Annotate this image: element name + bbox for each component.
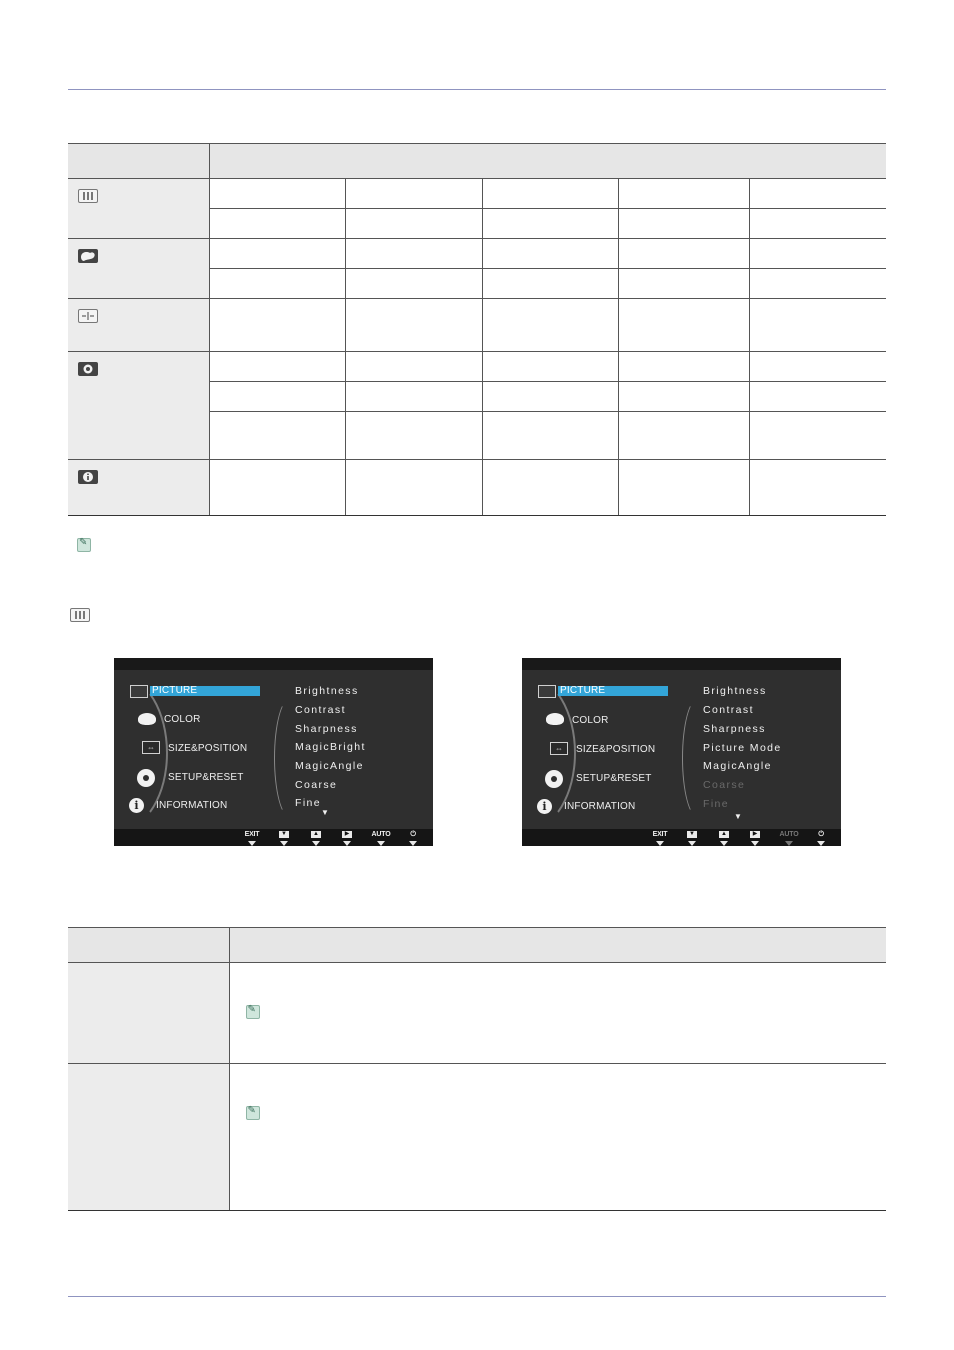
table-cell bbox=[209, 382, 345, 412]
osd-menu-size-position[interactable]: SIZE&POSITION bbox=[576, 744, 656, 755]
table-cell bbox=[749, 412, 886, 460]
down-arrow-icon: ▼ bbox=[279, 831, 289, 838]
osd-sub-item-disabled: Coarse bbox=[703, 779, 746, 791]
picture-section-icon bbox=[70, 608, 90, 622]
table-cell bbox=[749, 299, 886, 352]
table-cell bbox=[482, 209, 618, 239]
menu-header-cell bbox=[68, 144, 209, 179]
exit-indicator-icon bbox=[656, 841, 664, 846]
top-rule bbox=[68, 89, 886, 90]
osd-menu-information[interactable]: INFORMATION bbox=[564, 801, 636, 812]
up-button[interactable] bbox=[306, 829, 326, 846]
table-cell bbox=[618, 179, 749, 209]
auto-indicator-icon bbox=[785, 841, 793, 846]
table-row bbox=[68, 299, 886, 352]
osd-sub-item-disabled: Fine bbox=[703, 798, 730, 810]
table-cell bbox=[482, 269, 618, 299]
table-cell bbox=[482, 382, 618, 412]
osd-sub-item[interactable]: Brightness bbox=[703, 685, 767, 697]
color-icon bbox=[138, 713, 156, 725]
osd-sub-item[interactable]: Sharpness bbox=[703, 723, 766, 735]
auto-label: AUTO bbox=[779, 831, 799, 838]
exit-button[interactable] bbox=[650, 829, 670, 846]
table-cell bbox=[749, 209, 886, 239]
table-cell bbox=[345, 269, 482, 299]
osd-top-bar bbox=[522, 658, 841, 670]
picture-icon bbox=[130, 685, 148, 698]
table-cell bbox=[209, 299, 345, 352]
power-icon: ⏻ bbox=[410, 831, 416, 838]
table-cell bbox=[482, 352, 618, 382]
down-button[interactable] bbox=[682, 829, 702, 846]
osd-sub-item[interactable]: Fine bbox=[295, 797, 322, 809]
right-arrow-icon: ▶ bbox=[750, 831, 760, 838]
enter-button[interactable] bbox=[337, 829, 357, 846]
osd-sub-item[interactable]: Contrast bbox=[703, 704, 754, 716]
osd-sub-item[interactable]: Picture Mode bbox=[703, 742, 782, 754]
table-cell bbox=[209, 269, 345, 299]
osd-menu-setup-reset[interactable]: SETUP&RESET bbox=[168, 772, 244, 783]
table-row bbox=[68, 352, 886, 382]
description-table-header bbox=[68, 928, 886, 963]
table-cell bbox=[618, 412, 749, 460]
table-cell bbox=[345, 382, 482, 412]
osd-top-bar bbox=[114, 658, 433, 670]
scroll-down-icon: ▼ bbox=[321, 808, 329, 817]
description-header-cell bbox=[68, 928, 229, 963]
menu-table-header bbox=[68, 144, 886, 179]
bottom-rule bbox=[68, 1296, 886, 1297]
table-cell bbox=[345, 352, 482, 382]
size-position-row-cat bbox=[68, 299, 209, 352]
osd-menu-size-position[interactable]: SIZE&POSITION bbox=[168, 743, 248, 754]
description-table bbox=[68, 927, 886, 1211]
table-cell bbox=[749, 382, 886, 412]
osd-sub-item[interactable]: Sharpness bbox=[295, 723, 358, 735]
table-cell bbox=[209, 412, 345, 460]
osd-menu-picture[interactable]: PICTURE bbox=[150, 686, 260, 696]
table-cell bbox=[618, 209, 749, 239]
table-cell bbox=[618, 299, 749, 352]
table-row bbox=[68, 179, 886, 209]
information-icon: i bbox=[129, 798, 144, 813]
right-arrow-icon: ▶ bbox=[342, 831, 352, 838]
power-button[interactable] bbox=[403, 829, 423, 846]
osd-menu-setup-reset[interactable]: SETUP&RESET bbox=[576, 773, 652, 784]
information-icon bbox=[78, 470, 98, 484]
power-indicator-icon bbox=[409, 841, 417, 846]
table-row bbox=[68, 460, 886, 516]
auto-indicator-icon bbox=[377, 841, 385, 846]
information-icon: i bbox=[537, 799, 552, 814]
power-button[interactable] bbox=[811, 829, 831, 846]
gear-icon bbox=[547, 772, 561, 786]
enter-indicator-icon bbox=[751, 841, 759, 846]
size-position-icon: ⇔ bbox=[550, 742, 568, 755]
scroll-down-icon: ▼ bbox=[734, 812, 742, 821]
table-cell bbox=[345, 239, 482, 269]
color-icon bbox=[78, 249, 98, 263]
picture-icon bbox=[78, 189, 98, 203]
table-cell bbox=[749, 352, 886, 382]
table-cell bbox=[482, 412, 618, 460]
osd-sub-item[interactable]: Coarse bbox=[295, 779, 338, 791]
exit-label: EXIT bbox=[244, 831, 260, 838]
setup-reset-row-cat bbox=[68, 352, 209, 460]
up-arrow-icon: ▲ bbox=[311, 831, 321, 838]
size-position-icon bbox=[78, 309, 98, 323]
table-cell bbox=[618, 352, 749, 382]
osd-sub-item[interactable]: Brightness bbox=[295, 685, 359, 697]
auto-button-disabled bbox=[779, 829, 799, 846]
down-arrow-icon: ▼ bbox=[687, 831, 697, 838]
table-cell bbox=[209, 239, 345, 269]
osd-screen-right bbox=[522, 658, 841, 846]
description-row-body bbox=[229, 963, 886, 1064]
color-icon bbox=[546, 713, 564, 725]
osd-sub-item[interactable]: Contrast bbox=[295, 704, 346, 716]
table-cell bbox=[749, 179, 886, 209]
table-cell bbox=[618, 269, 749, 299]
setup-reset-icon bbox=[78, 362, 98, 376]
size-position-icon: ⇔ bbox=[142, 741, 160, 754]
table-cell bbox=[618, 382, 749, 412]
down-indicator-icon bbox=[688, 841, 696, 846]
up-button[interactable] bbox=[714, 829, 734, 846]
table-cell bbox=[749, 460, 886, 516]
up-arrow-icon: ▲ bbox=[719, 831, 729, 838]
note-icon bbox=[246, 1106, 260, 1120]
menu-table bbox=[68, 143, 886, 516]
table-cell bbox=[749, 269, 886, 299]
description-header-cell bbox=[229, 928, 886, 963]
table-cell bbox=[209, 209, 345, 239]
table-cell bbox=[345, 412, 482, 460]
table-cell bbox=[345, 209, 482, 239]
table-cell bbox=[345, 299, 482, 352]
table-row bbox=[68, 239, 886, 269]
auto-button[interactable] bbox=[371, 829, 391, 846]
osd-menu-picture[interactable]: PICTURE bbox=[558, 686, 668, 696]
table-cell bbox=[209, 460, 345, 516]
table-cell bbox=[618, 460, 749, 516]
note-icon bbox=[246, 1005, 260, 1019]
description-row-cat bbox=[68, 1064, 229, 1211]
color-row-cat bbox=[68, 239, 209, 299]
picture-row-cat bbox=[68, 179, 209, 239]
up-indicator-icon bbox=[312, 841, 320, 846]
description-row-cat bbox=[68, 963, 229, 1064]
menu-header-cell bbox=[209, 144, 886, 179]
table-cell bbox=[482, 239, 618, 269]
power-indicator-icon bbox=[817, 841, 825, 846]
osd-sub-item[interactable]: MagicAngle bbox=[703, 760, 772, 772]
information-row-cat bbox=[68, 460, 209, 516]
gear-icon bbox=[139, 771, 153, 785]
table-cell bbox=[209, 179, 345, 209]
table-cell bbox=[482, 460, 618, 516]
table-row bbox=[68, 963, 886, 1064]
down-indicator-icon bbox=[280, 841, 288, 846]
osd-menu-information[interactable]: INFORMATION bbox=[156, 800, 228, 811]
table-cell bbox=[618, 239, 749, 269]
auto-label: AUTO bbox=[371, 831, 391, 838]
up-indicator-icon bbox=[720, 841, 728, 846]
table-cell bbox=[482, 299, 618, 352]
table-cell bbox=[345, 179, 482, 209]
table-cell bbox=[749, 239, 886, 269]
exit-label: EXIT bbox=[652, 831, 668, 838]
table-cell bbox=[345, 460, 482, 516]
table-cell bbox=[482, 179, 618, 209]
osd-screen-left bbox=[114, 658, 433, 846]
osd-menu-color[interactable]: COLOR bbox=[164, 714, 201, 725]
enter-button[interactable] bbox=[745, 829, 765, 846]
enter-indicator-icon bbox=[343, 841, 351, 846]
exit-button[interactable] bbox=[242, 829, 262, 846]
osd-menu-color[interactable]: COLOR bbox=[572, 715, 609, 726]
osd-sub-item[interactable]: MagicBright bbox=[295, 741, 366, 753]
osd-sub-item[interactable]: MagicAngle bbox=[295, 760, 364, 772]
description-row-body bbox=[229, 1064, 886, 1211]
table-cell bbox=[209, 352, 345, 382]
note-icon bbox=[77, 538, 91, 552]
table-row bbox=[68, 1064, 886, 1211]
picture-icon bbox=[538, 685, 556, 698]
down-button[interactable] bbox=[274, 829, 294, 846]
power-icon: ⏻ bbox=[818, 831, 824, 838]
exit-indicator-icon bbox=[248, 841, 256, 846]
